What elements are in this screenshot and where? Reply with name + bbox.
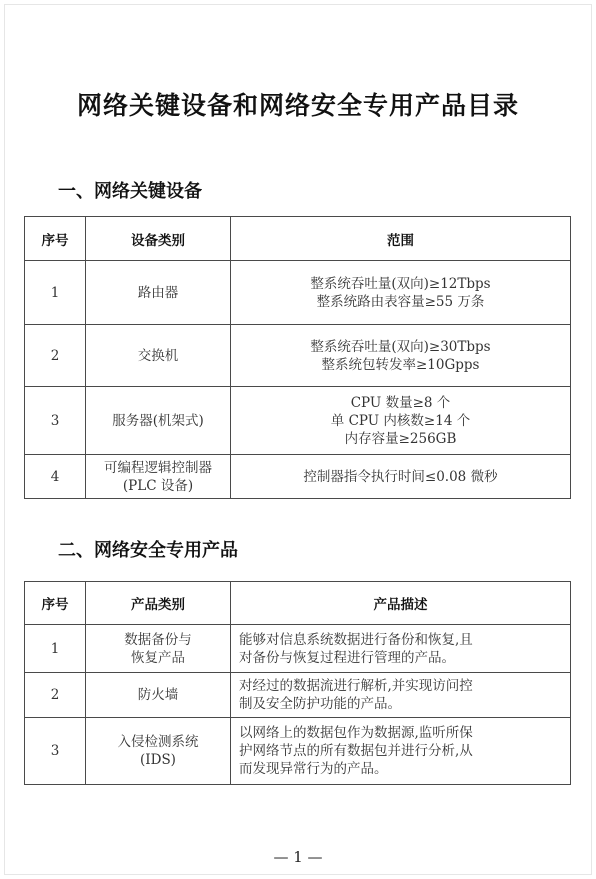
category-line: 服务器(机架式) [112,412,204,429]
product-description [231,718,571,785]
category-line: 恢复产品 [131,649,185,666]
category-line: 入侵检测系统 [117,734,199,750]
scope-line: 控制器指令执行时间≤0.08 微秒 [303,468,498,485]
row-number: 4 [25,455,86,499]
product-description [231,625,571,673]
row-number: 1 [25,261,86,325]
header-product-category: 产品类别 [86,582,231,625]
page-number: — 1 — [273,848,323,866]
category-line: 路由器 [137,284,179,301]
row-number: 3 [25,387,86,455]
description-line: 护网络节点的所有数据包并进行分析,从 [239,743,473,759]
category-line: 防火墙 [137,687,179,703]
description-line: 以网络上的数据包作为数据源,监听所保 [239,725,473,741]
category-line: 交换机 [137,347,179,364]
table-header-row [25,217,571,261]
description-line: 对经过的数据流进行解析,并实现访问控 [239,678,473,694]
row-number: 2 [25,325,86,387]
device-scope [231,325,571,387]
device-scope [231,261,571,325]
scope-line: 整系统路由表容量≥55 万条 [316,293,485,310]
product-category [86,673,231,718]
header-device-category: 设备类别 [86,217,231,261]
scope-line: 整系统吞吐量(双向)≥30Tbps [310,338,491,355]
document-title: 网络关键设备和网络安全专用产品目录 [76,91,519,120]
product-category [86,625,231,673]
scope-line: 整系统吞吐量(双向)≥12Tbps [310,275,491,292]
network-devices-table [24,216,571,499]
row-number: 1 [25,625,86,673]
device-category [86,261,231,325]
table-row [25,261,571,325]
device-category [86,455,231,499]
description-line: 对备份与恢复过程进行管理的产品。 [239,649,455,666]
device-scope [231,387,571,455]
scope-line: CPU 数量≥8 个 [350,394,451,411]
device-category [86,387,231,455]
section-heading-network-devices: 一、网络关键设备 [58,181,202,202]
header-no: 序号 [25,582,86,625]
row-number: 3 [25,718,86,785]
table-row [25,718,571,785]
header-scope: 范围 [231,217,571,261]
header-no: 序号 [25,217,86,261]
device-category [86,325,231,387]
category-line: 可编程逻辑控制器 [104,459,212,476]
table-row [25,325,571,387]
header-product-description: 产品描述 [231,582,571,625]
table-row [25,673,571,718]
category-line: (IDS) [140,752,176,768]
table-row [25,625,571,673]
category-line: 数据备份与 [124,631,192,648]
scope-line: 单 CPU 内核数≥14 个 [330,412,471,429]
table-header-row [25,582,571,625]
security-products-table [24,581,571,785]
description-line: 制及安全防护功能的产品。 [239,696,401,712]
category-line: (PLC 设备) [122,477,194,494]
product-category [86,718,231,785]
scope-line: 内存容量≥256GB [344,430,457,447]
table-row [25,387,571,455]
product-description [231,673,571,718]
table-row [25,455,571,499]
section-heading-security-products: 二、网络安全专用产品 [58,540,238,561]
row-number: 2 [25,673,86,718]
device-scope [231,455,571,499]
description-line: 而发现异常行为的产品。 [239,761,388,777]
scope-line: 整系统包转发率≥10Gpps [321,356,480,373]
description-line: 能够对信息系统数据进行备份和恢复,且 [239,631,473,648]
